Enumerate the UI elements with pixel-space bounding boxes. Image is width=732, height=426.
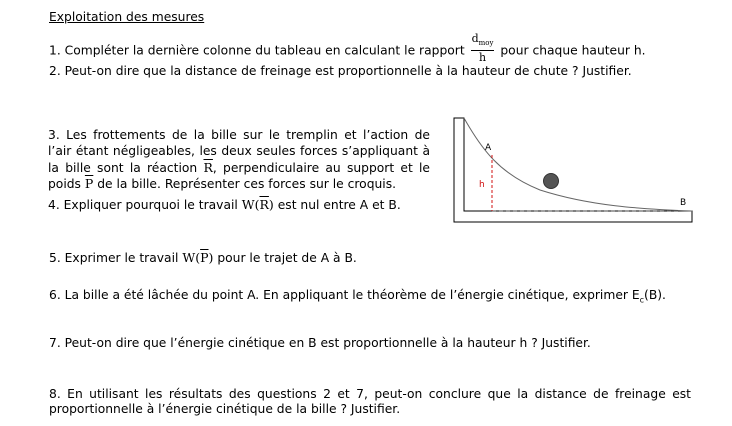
question-3-line-2: l’air étant négligeables, les deux seules forces s’appliquant à bbox=[48, 144, 430, 159]
question-3-line-1: 3. Les frottements de la bille sur le tremplin et l’action de bbox=[48, 128, 430, 142]
diagram-frame bbox=[454, 118, 692, 222]
question-4-text: 4. Expliquer pourquoi le travail bbox=[48, 198, 238, 212]
question-4-end: est nul entre A et B. bbox=[277, 198, 401, 212]
question-3-line-3-end: , perpendiculaire au support et le bbox=[212, 160, 430, 175]
question-6-subscript: c bbox=[639, 295, 645, 305]
question-3-line-4-start: poids bbox=[48, 176, 81, 191]
work-p-open: W( bbox=[182, 250, 201, 265]
question-5-end: pour le trajet de A à B. bbox=[217, 251, 357, 265]
question-1-end: pour chaque hauteur h. bbox=[500, 43, 646, 58]
fraction-numerator-sub: moy bbox=[478, 39, 494, 48]
work-p-close: ) bbox=[208, 250, 214, 265]
question-2: 2. Peut-on dire que la distance de freinage est proportionnelle à la hauteur de chute ? Justifier. bbox=[49, 64, 632, 78]
question-6-end: (B). bbox=[644, 288, 666, 302]
work-r-vector: $\overline{R}$ bbox=[259, 197, 269, 212]
question-6-text: 6. La bille a été lâchée du point A. En appliquant le théorème de l’énergie cinétique, exprimer E bbox=[49, 288, 640, 302]
section-title: Exploitation des mesures bbox=[49, 10, 205, 24]
question-5-text: 5. Exprimer le travail bbox=[49, 251, 179, 265]
label-b: B bbox=[680, 198, 687, 208]
label-a: A bbox=[485, 143, 492, 153]
question-8-line-2: proportionnelle à l’énergie cinétique de la bille ? Justifier. bbox=[49, 402, 401, 416]
work-p-vector: $\overline{P}$ bbox=[200, 250, 209, 265]
question-7: 7. Peut-on dire que l’énergie cinétique en B est proportionnelle à la hauteur h ? Justifier. bbox=[49, 336, 591, 350]
question-1-text: 1. Compléter la dernière colonne du tableau en calculant le rapport bbox=[49, 43, 465, 58]
vector-r: $\overline{R}$ bbox=[203, 159, 213, 175]
question-3-line-3-start: la bille sont la réaction bbox=[48, 160, 198, 175]
ramp-curve bbox=[464, 118, 692, 211]
work-r-close: ) bbox=[268, 197, 274, 212]
vector-p: $\overline{P}$ bbox=[84, 175, 94, 191]
question-3-line-4-end: de la bille. Représenter ces forces sur le croquis. bbox=[97, 176, 397, 191]
work-r-open: W( bbox=[241, 197, 260, 212]
label-h: h bbox=[479, 180, 485, 190]
fraction-numerator: d bbox=[471, 32, 479, 45]
question-8-line-1: 8. En utilisant les résultats des questions 2 et 7, peut-on conclure que la distance de freinage est bbox=[49, 387, 691, 401]
ball-icon bbox=[544, 174, 559, 189]
fraction-denominator: h bbox=[478, 51, 487, 65]
